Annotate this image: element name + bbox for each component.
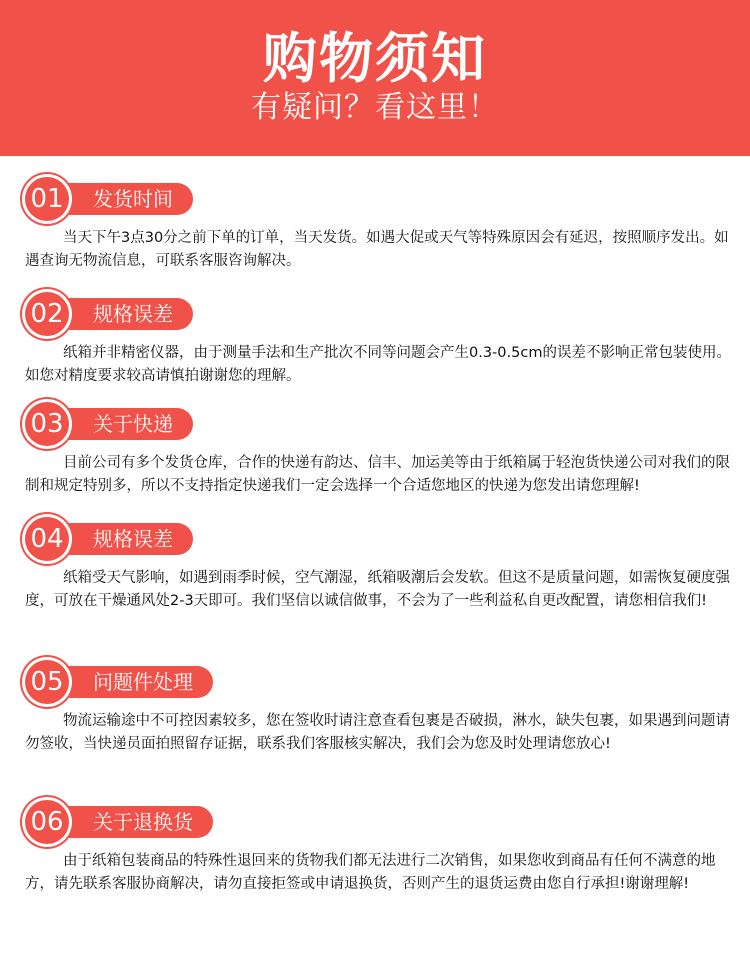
section-title: 关于退换货 [59,806,213,838]
section-text: 纸箱受天气影响，如遇到雨季时候，空气潮湿，纸箱吸潮后会发软。但这不是质量问题，如需恢复硬度强度，可放在干燥通风处2-3天即可。我们坚信以诚信做事，不会为了一些利益私自更改配置，请您相信我们! [25,570,730,609]
section-text: 物流运输途中不可控因素较多，您在签收时请注意查看包裹是否破损，淋水，缺失包裹，如果遇到问题请勿签收，当快递员面拍照留存证据，联系我们客服核实解决，我们会为您及时处理请您放心! [25,713,730,752]
header-banner [0,0,750,156]
section-number-badge: 01 [25,177,69,221]
page-title: 购物须知 [263,27,487,90]
section-title: 发货时间 [59,183,193,215]
section-text: 目前公司有多个发货仓库，合作的快递有韵达、信丰、加运美等由于纸箱属于轻泡货快递公司对我们的限制和规定特别多，所以不支持指定快递我们一定会选择一个合适您地区的快递为您发出请您理解! [25,455,730,494]
section-number-badge: 06 [25,800,69,844]
section-text: 纸箱并非精密仪器，由于测量手法和生产批次不同等问题会产生0.3-0.5cm的误差不影响正常包装使用。如您对精度要求较高请慎拍谢谢您的理解。 [25,345,731,384]
section-text: 由于纸箱包装商品的特殊性退回来的货物我们都无法进行二次销售，如果您收到商品有任何不满意的地方，请先联系客服协商解决，请勿直接拒签或申请退换货，否则产生的退货运费由您自行承担!谢谢理解! [25,853,716,892]
section-title: 规格误差 [59,298,193,330]
section-title: 规格误差 [59,523,193,555]
section-number-badge: 04 [25,517,69,561]
section-number-badge: 02 [25,292,69,336]
section-number-badge: 03 [25,402,69,446]
section-title: 关于快递 [59,408,193,440]
section-title: 问题件处理 [59,666,213,698]
section-number-badge: 05 [25,660,69,704]
page-subtitle: 有疑问？看这里！ [251,90,499,125]
section-text: 当天下午3点30分之前下单的订单，当天发货。如遇大促或天气等特殊原因会有延迟，按照顺序发出。如遇查询无物流信息，可联系客服咨询解决。 [25,230,729,269]
